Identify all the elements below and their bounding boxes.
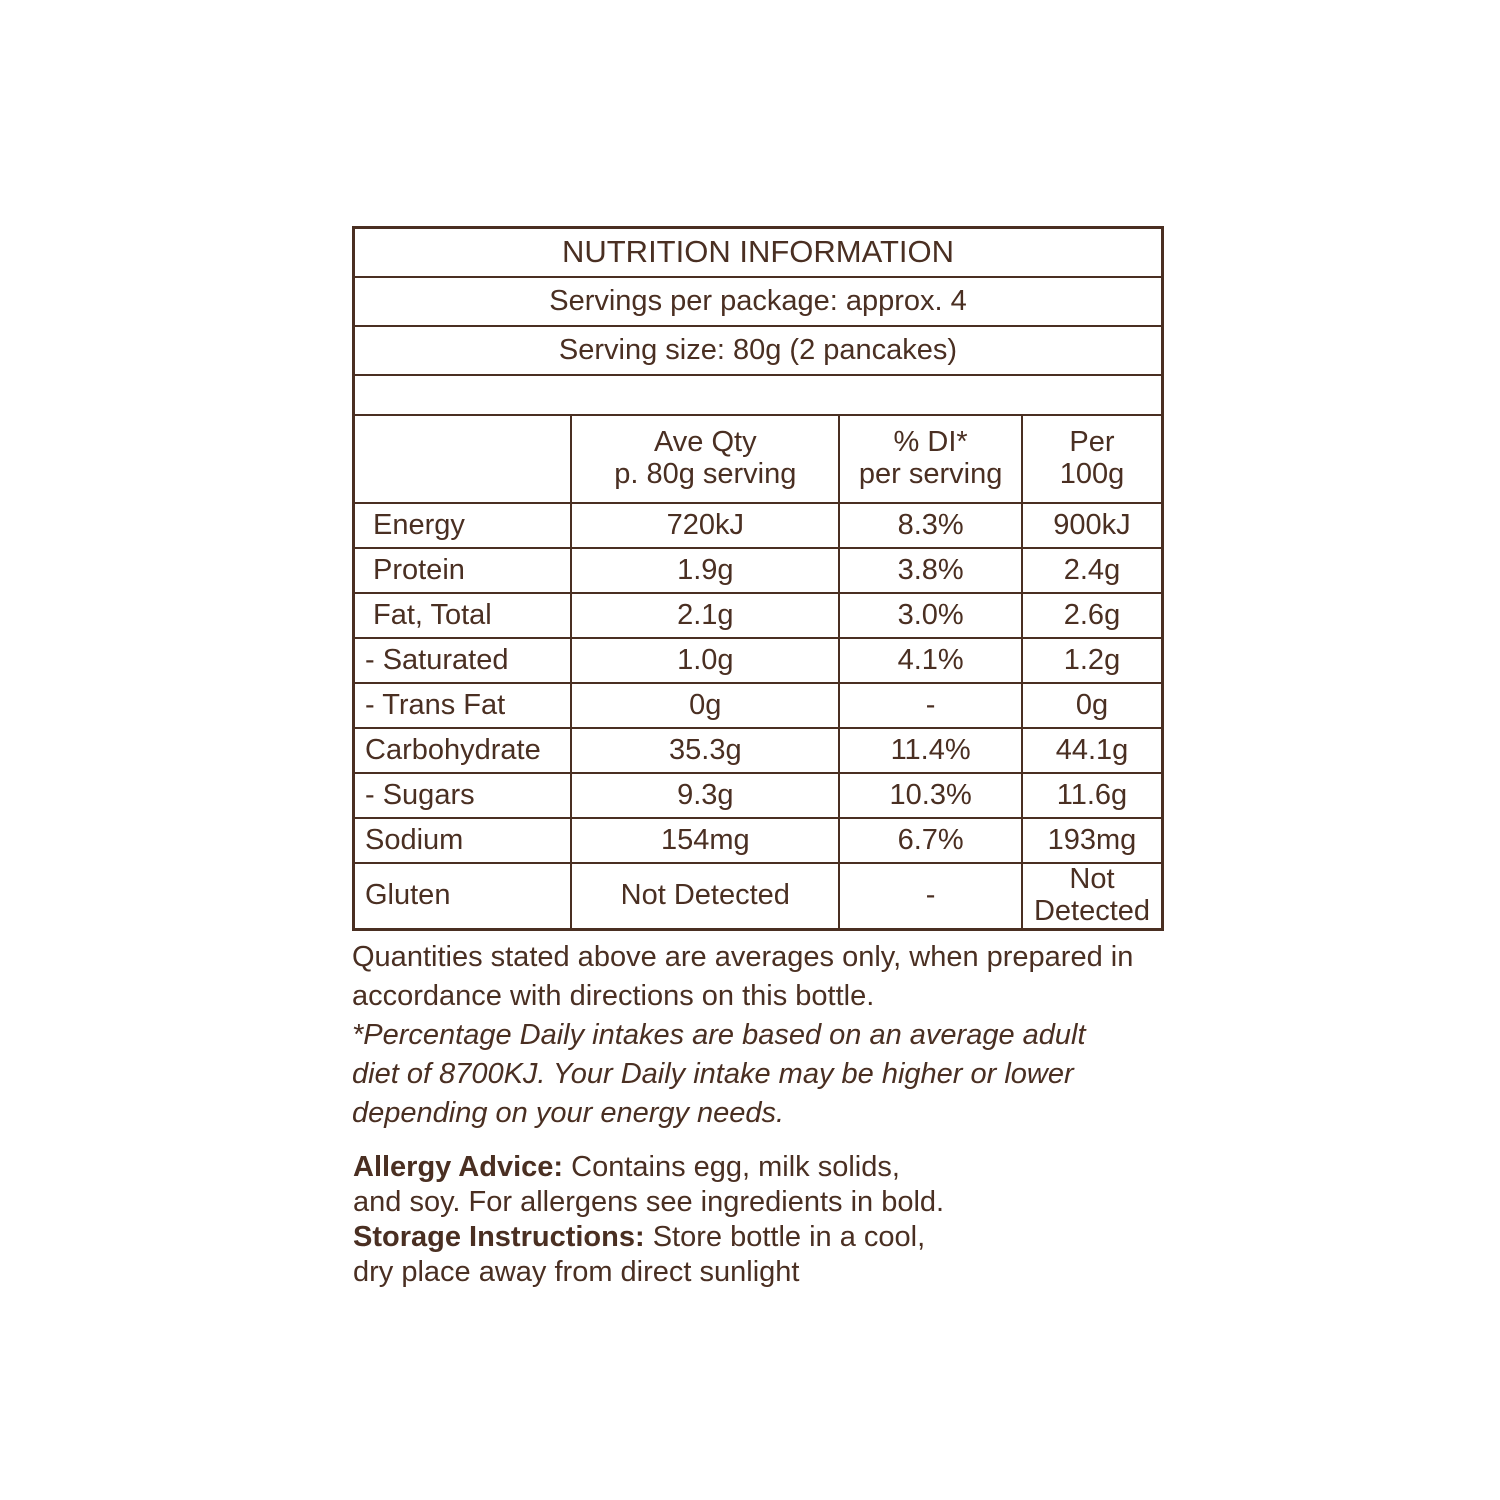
allergy-advice-text-2: and soy. For allergens see ingredients in bold. [353,1186,945,1218]
per-100g-cell: 2.4g [1022,548,1163,593]
serving-size: Serving size: 80g (2 pancakes) [354,326,1163,375]
column-header-per-100g: Per 100g [1022,415,1163,503]
per-100g-cell: 11.6g [1022,773,1163,818]
allergy-advice-text-1: Contains egg, milk solids, [563,1151,900,1183]
table-row [354,773,1163,818]
per-100g-cell: 193mg [1022,818,1163,863]
storage-instructions-label: Storage Instructions: [353,1221,645,1253]
ave-qty-cell: 154mg [571,818,839,863]
column-header-di: % DI* per serving [839,415,1022,503]
row-label: - Saturated [354,638,572,683]
di-cell: 11.4% [839,728,1022,773]
di-cell: 3.8% [839,548,1022,593]
nutrition-table [352,226,1164,931]
per-100g-cell: 0g [1022,683,1163,728]
di-cell: 4.1% [839,638,1022,683]
table-row [354,593,1163,638]
storage-instructions [353,1220,1173,1255]
allergy-advice-label: Allergy Advice: [353,1151,564,1183]
averages-note: Quantities stated above are averages only, when prepared in accordance with directions on this bottle. [352,941,1134,1012]
row-label: Gluten [354,863,572,929]
column-header-ave-qty: Ave Qty p. 80g serving [571,415,839,503]
row-label: Protein [354,548,572,593]
row-label: Energy [354,503,572,548]
table-row [354,818,1163,863]
di-cell: 10.3% [839,773,1022,818]
ave-qty-cell: 0g [571,683,839,728]
ave-qty-cell: 35.3g [571,728,839,773]
ave-qty-cell: 1.9g [571,548,839,593]
column-header-row [354,415,1163,503]
servings-per-package: Servings per package: approx. 4 [354,277,1163,326]
per-100g-cell: 900kJ [1022,503,1163,548]
row-label: - Trans Fat [354,683,572,728]
row-label: - Sugars [354,773,572,818]
table-row [354,728,1163,773]
per-100g-cell: 2.6g [1022,593,1163,638]
column-header-empty [354,415,572,503]
ave-qty-cell: 1.0g [571,638,839,683]
per-100g-cell: Not Detected [1022,863,1163,929]
ave-qty-cell: 2.1g [571,593,839,638]
per-100g-cell: 44.1g [1022,728,1163,773]
daily-intake-note: *Percentage Daily intakes are based on an average adult diet of 8700KJ. Your Daily intake may be higher or lower depending on your energy needs. [352,1019,1086,1129]
di-cell: 3.0% [839,593,1022,638]
di-cell: - [839,683,1022,728]
ave-qty-cell: 720kJ [571,503,839,548]
notes-section [352,938,1172,1133]
nutrition-panel [352,226,1164,931]
panel-title: NUTRITION INFORMATION [354,228,1163,278]
table-row [354,548,1163,593]
ave-qty-cell: Not Detected [571,863,839,929]
di-cell: 6.7% [839,818,1022,863]
table-row [354,683,1163,728]
di-cell: 8.3% [839,503,1022,548]
per-100g-cell: 1.2g [1022,638,1163,683]
ave-qty-cell: 9.3g [571,773,839,818]
allergy-advice [353,1150,1173,1185]
storage-instructions-text-1: Store bottle in a cool, [644,1221,926,1253]
spacer-row [354,375,1163,415]
storage-instructions-text-2: dry place away from direct sunlight [353,1256,800,1288]
advice-section [353,1150,1173,1290]
row-label: Fat, Total [354,593,572,638]
table-row [354,638,1163,683]
row-label: Sodium [354,818,572,863]
di-cell: - [839,863,1022,929]
row-label: Carbohydrate [354,728,572,773]
table-row [354,503,1163,548]
table-row [354,863,1163,929]
